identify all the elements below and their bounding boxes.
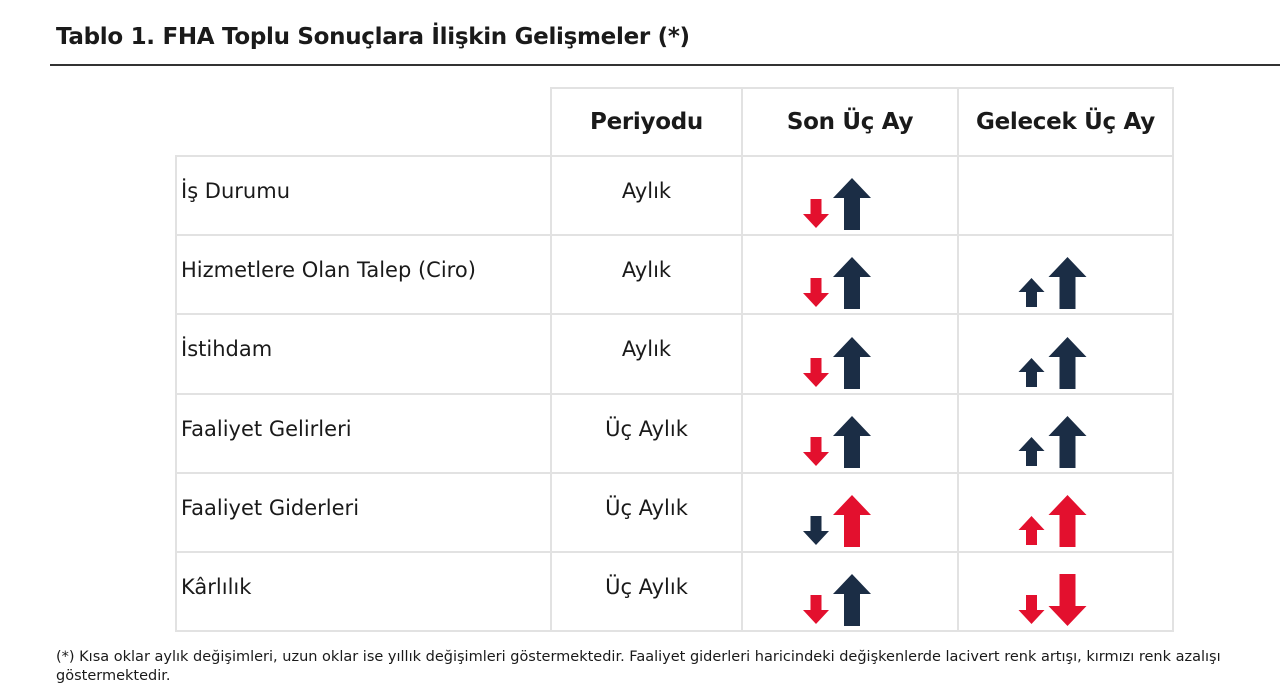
long-arrow-up-icon [833, 337, 871, 389]
row-label: İş Durumu [175, 155, 552, 236]
next3-arrows [959, 315, 1172, 393]
footnote: (*) Kısa oklar aylık değişimleri, uzun oklar ise yıllık değişimleri göstermektedir. Faaliyet giderleri haricindeki değişkenlerde lacivert renk artışı, kırmızı renk azalışı göstermektedir. [56, 649, 1221, 684]
last3-arrows [743, 236, 957, 313]
short-arrow-down-icon [803, 595, 829, 624]
last3-arrows [743, 395, 957, 472]
last3-arrows [743, 315, 957, 393]
short-arrow-up-icon [1019, 516, 1045, 545]
short-arrow-down-icon [1019, 595, 1045, 624]
short-arrow-down-icon [803, 358, 829, 387]
row-period: Aylık [550, 155, 743, 236]
next3-arrows [959, 395, 1172, 472]
next3-arrows [959, 236, 1172, 313]
next-three-months-cell [957, 472, 1174, 553]
last-three-months-cell [741, 313, 959, 395]
next-three-months-cell [957, 393, 1174, 474]
short-arrow-down-icon [803, 516, 829, 545]
short-arrow-up-icon [1019, 437, 1045, 466]
next-three-months-cell [957, 234, 1174, 315]
short-arrow-down-icon [803, 437, 829, 466]
last3-arrows [743, 553, 957, 630]
last-three-months-cell [741, 551, 959, 632]
short-arrow-down-icon [803, 278, 829, 307]
header-next-three-months: Gelecek Üç Ay [957, 87, 1174, 157]
header-last-three-months: Son Üç Ay [741, 87, 959, 157]
row-period: Aylık [550, 234, 743, 315]
long-arrow-up-icon [1049, 495, 1087, 547]
last3-arrows [743, 157, 957, 234]
last-three-months-cell [741, 472, 959, 553]
long-arrow-up-icon [833, 574, 871, 626]
long-arrow-up-icon [1049, 416, 1087, 468]
row-period: Üç Aylık [550, 393, 743, 474]
long-arrow-up-icon [833, 495, 871, 547]
last3-arrows [743, 474, 957, 551]
long-arrow-up-icon [833, 257, 871, 309]
next3-arrows [959, 474, 1172, 551]
row-label: Faaliyet Gelirleri [175, 393, 552, 474]
short-arrow-up-icon [1019, 278, 1045, 307]
short-arrow-down-icon [803, 199, 829, 228]
row-period: Üç Aylık [550, 551, 743, 632]
long-arrow-up-icon [1049, 337, 1087, 389]
next-three-months-cell [957, 313, 1174, 395]
long-arrow-down-icon [1049, 574, 1087, 626]
row-period: Üç Aylık [550, 472, 743, 553]
next3-arrows [959, 553, 1172, 630]
next-three-months-cell [957, 551, 1174, 632]
row-label: İstihdam [175, 313, 552, 395]
long-arrow-up-icon [833, 178, 871, 230]
header-period: Periyodu [550, 87, 743, 157]
long-arrow-up-icon [833, 416, 871, 468]
row-label: Faaliyet Giderleri [175, 472, 552, 553]
long-arrow-up-icon [1049, 257, 1087, 309]
short-arrow-up-icon [1019, 358, 1045, 387]
last-three-months-cell [741, 393, 959, 474]
last-three-months-cell [741, 155, 959, 236]
table-title: Tablo 1. FHA Toplu Sonuçlara İlişkin Gelişmeler (*) [56, 24, 690, 50]
row-label: Hizmetlere Olan Talep (Ciro) [175, 234, 552, 315]
row-label: Kârlılık [175, 551, 552, 632]
next-three-months-cell [957, 155, 1174, 236]
last-three-months-cell [741, 234, 959, 315]
row-period: Aylık [550, 313, 743, 395]
